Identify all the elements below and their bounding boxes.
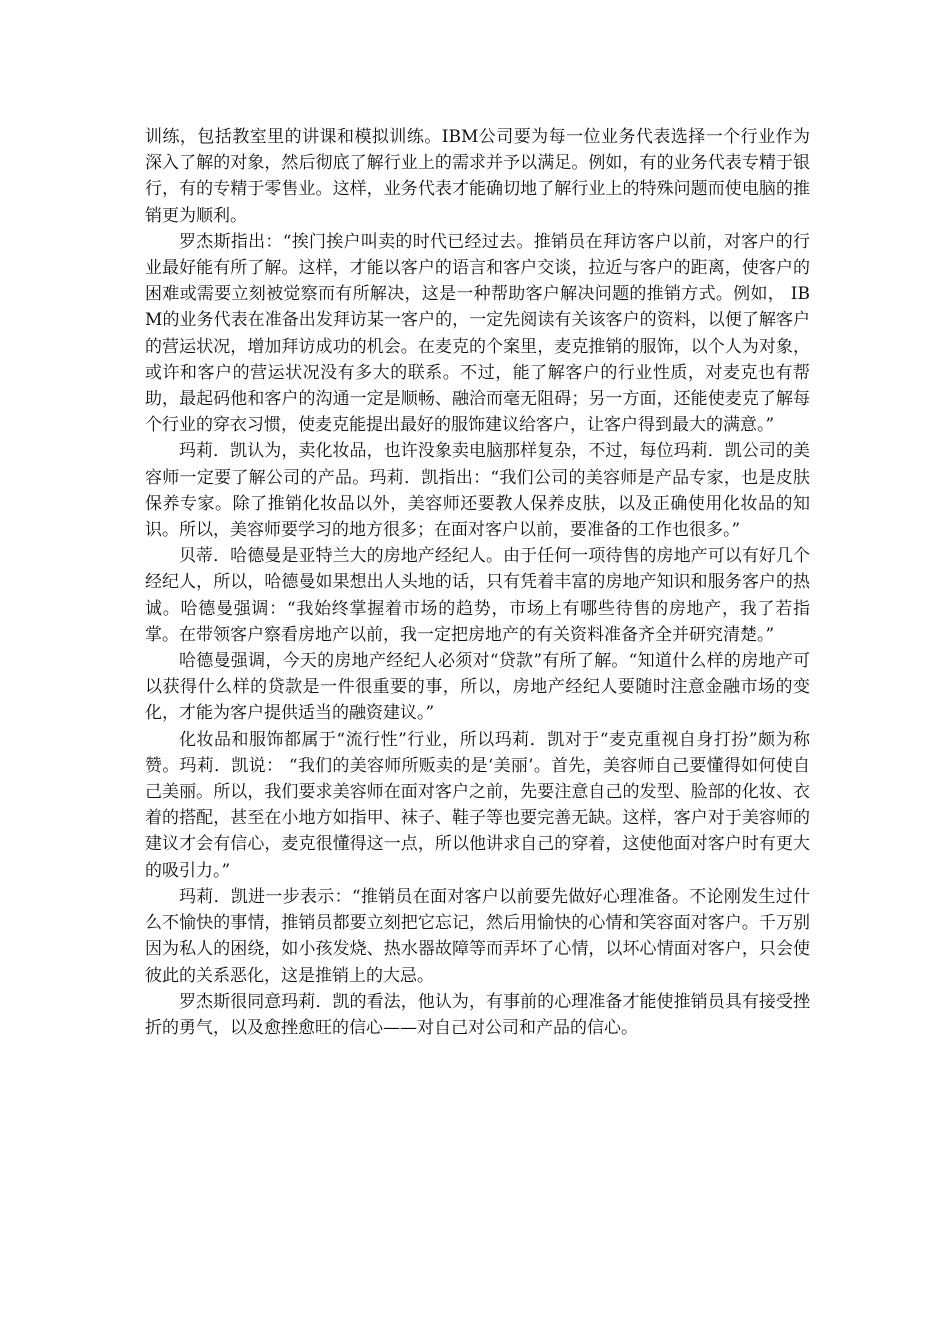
paragraph-rogers-quote: 罗杰斯指出：“挨门挨户叫卖的时代已经过去。推销员在拜访客户以前，对客户的行业最好能有所了解。这样，才能以客户的语言和客户交谈，拉近与客户的距离，使客户的困难或需要立刻被觉察而有所解决，这是一种帮助客户解决问题的推销方式。例如， IBM的业务代表在准备出发拜访某一客户的，一定先阅读有关该客户的资料，以便了解客户的营运状况，增加拜访成功的机会。在麦克的个案里，麦克推销的服饰，以个人为对象，或许和客户的营运状况没有多大的联系。不过，能了解客户的行业性质，对麦克也有帮助，最起码他和客户的沟通一定是顺畅、融洽而毫无阻碍；另一方面，还能使麦克了解每个行业的穿衣习惯，使麦克能提出最好的服饰建议给客户，让客户得到最大的满意。”	[145, 231, 810, 436]
paragraph-hardman-loans: 哈德曼强调，今天的房地产经纪人必须对“贷款”有所了解。“知道什么样的房地产可以获得什么样的贷款是一件很重要的事，所以，房地产经纪人要随时注意金融市场的变化，才能为客户提供适当的融资建议。”	[145, 651, 810, 724]
paragraph-hardman-realtor: 贝蒂．哈德曼是亚特兰大的房地产经纪人。由于任何一项待售的房地产可以有好几个经纪人，所以，哈德曼如果想出人头地的话，只有凭着丰富的房地产知识和服务客户的热诚。哈德曼强调：“我始终掌握着市场的趋势，市场上有哪些待售的房地产，我了若指掌。在带领客户察看房地产以前，我一定把房地产的有关资料准备齐全并研究清楚。”	[145, 546, 810, 645]
document-body	[145, 124, 810, 1041]
paragraph-mary-kay-mindset: 玛莉．凯进一步表示：“推销员在面对客户以前要先做好心理准备。不论刚发生过什么不愉快的事情，推销员都要立刻把它忘记，然后用愉快的心情和笑容面对客户。千万别因为私人的困绕，如小孩发烧、热水器故障等而弄坏了心情，以坏心情面对客户，只会使彼此的关系恶化，这是推销上的大忌。	[145, 886, 810, 986]
paragraph-rogers-agrees: 罗杰斯很同意玛莉．凯的看法，他认为，有事前的心理准备才能使推销员具有接受挫折的勇气，以及愈挫愈旺的信心——对自己对公司和产品的信心。	[145, 991, 810, 1038]
paragraph-ibm-training: 训练，包括教室里的讲课和模拟训练。IBM公司要为每一位业务代表选择一个行业作为深入了解的对象，然后彻底了解行业上的需求并予以满足。例如，有的业务代表专精于银行，有的专精于零售业。这样，业务代表才能确切地了解行业上的特殊问题而使电脑的推销更为顺利。	[145, 127, 810, 226]
paragraph-mary-kay-products: 玛莉．凯认为，卖化妆品，也许没象卖电脑那样复杂，不过，每位玛莉．凯公司的美容师一定要了解公司的产品。玛莉．凯指出：“我们公司的美容师是产品专家，也是皮肤保养专家。除了推销化妆品以外，美容师还要教人保养皮肤，以及正确使用化妆品的知识。所以，美容师要学习的地方很多；在面对客户以前，要准备的工作也很多。”	[145, 441, 810, 541]
paragraph-mary-kay-appearance: 化妆品和服饰都属于“流行性”行业，所以玛莉．凯对于“麦克重视自身打扮”颇为称赞。玛莉．凯说： “我们的美容师所贩卖的是‘美丽’。首先，美容师自己要懂得如何使自己美丽。所以，我们要求美容师在面对客户之前，先要注意自己的发型、脸部的化妆、衣着的搭配，甚至在小地方如指甲、袜子、鞋子等也要完善无缺。这样，客户对于美容师的建议才会有信心，麦克很懂得这一点，所以他讲求自己的穿着，这使他面对客户时有更大的吸引力。”	[145, 729, 810, 881]
